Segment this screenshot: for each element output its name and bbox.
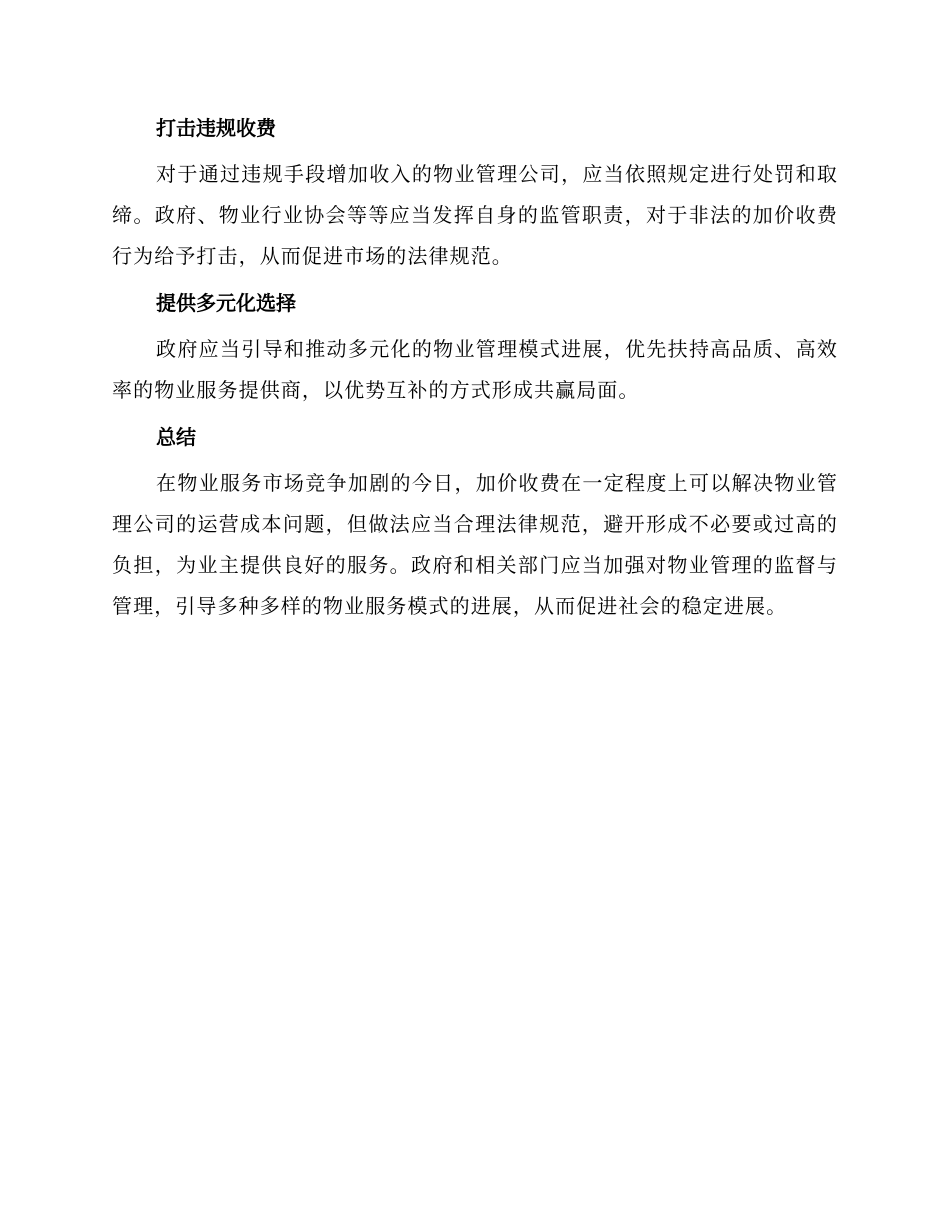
section-summary bbox=[112, 419, 838, 627]
section-illegal-fees bbox=[112, 110, 838, 277]
section-heading: 总结 bbox=[156, 425, 196, 449]
section-heading: 提供多元化选择 bbox=[156, 291, 296, 315]
section-heading: 打击违规收费 bbox=[156, 116, 276, 140]
section-paragraph: 对于通过违规手段增加收入的物业管理公司，应当依照规定进行处罚和取缔。政府、物业行业协会等等应当发挥自身的监管职责，对于非法的加价收费行为给予打击，从而促进市场的法律规范。 bbox=[112, 162, 838, 268]
section-paragraph: 政府应当引导和推动多元化的物业管理模式进展，优先扶持高品质、高效率的物业服务提供商，以优势互补的方式形成共赢局面。 bbox=[112, 337, 838, 402]
section-diversified-choices bbox=[112, 285, 838, 411]
section-paragraph: 在物业服务市场竞争加剧的今日，加价收费在一定程度上可以解决物业管理公司的运营成本问题，但做法应当合理法律规范，避开形成不必要或过高的负担，为业主提供良好的服务。政府和相关部门应当加强对物业管理的监督与管理，引导多种多样的物业服务模式的进展，从而促进社会的稳定进展。 bbox=[112, 471, 838, 618]
